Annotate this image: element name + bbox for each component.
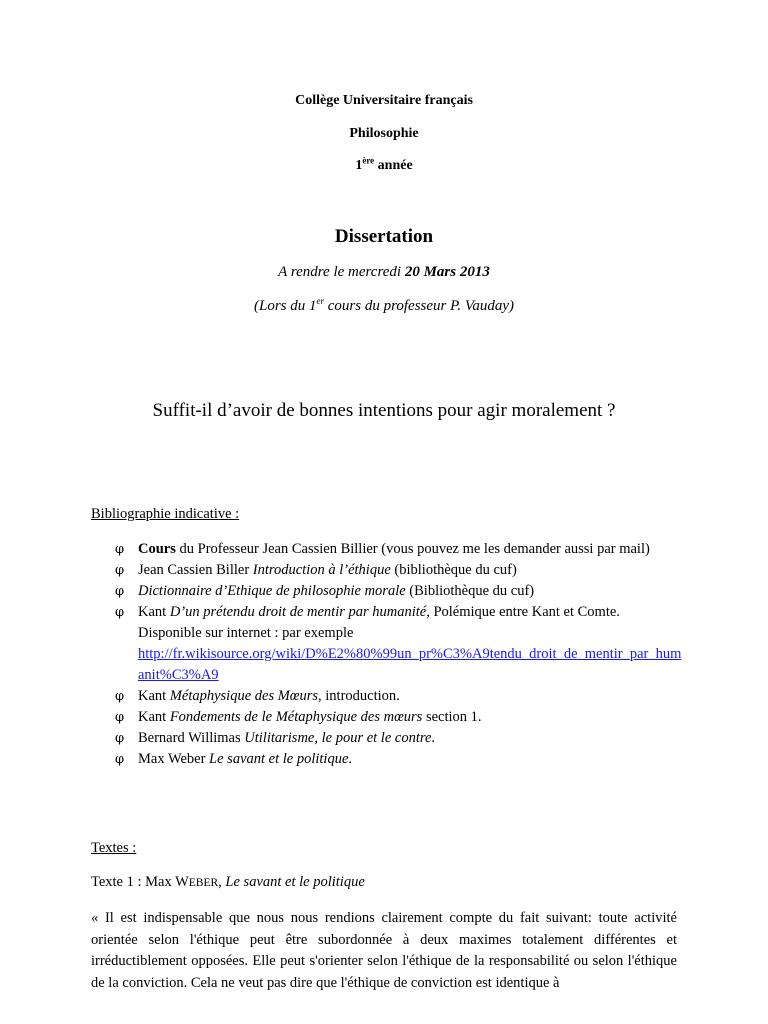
note-superscript: er bbox=[316, 296, 324, 306]
bib-item-dictionnaire bbox=[115, 581, 685, 602]
wikisource-link[interactable]: http://fr.wikisource.org/wiki/D%E2%80%99un_pr%C3%A9tendu_droit_de_mentir_par_humanit%C3%A9 bbox=[138, 646, 682, 683]
text1-title: Le savant et le politique bbox=[225, 874, 365, 890]
bib-item-author: Kant bbox=[138, 709, 170, 725]
year-level bbox=[0, 155, 768, 174]
document-title: Dissertation bbox=[334, 226, 434, 247]
bibliography-list bbox=[115, 539, 685, 770]
bibliography-label: Bibliographie indicative : bbox=[91, 506, 240, 522]
bib-item-author: Kant bbox=[138, 688, 170, 704]
text1-heading bbox=[91, 874, 365, 891]
college-name: Collège Universitaire français bbox=[295, 93, 473, 108]
deadline-date: 20 Mars 2013 bbox=[404, 264, 490, 280]
year-superscript: ère bbox=[362, 155, 375, 166]
year-number: 1 bbox=[355, 158, 363, 173]
bib-item-title: Métaphysique des Mœurs bbox=[169, 688, 319, 704]
text1-prefix: Texte 1 : Max W bbox=[91, 874, 189, 890]
subject: Philosophie bbox=[349, 126, 419, 141]
bib-item-text: (Bibliothèque du cuf) bbox=[405, 583, 535, 599]
bib-item-text: . bbox=[348, 751, 353, 767]
deadline bbox=[0, 264, 768, 281]
bib-item-kant-mentir bbox=[115, 602, 685, 686]
year-word: année bbox=[377, 158, 413, 173]
bib-item-title: Fondements de le Métaphysique des mœurs bbox=[169, 709, 423, 725]
bib-item-title: Dictionnaire d’Ethique de philosophie morale bbox=[138, 583, 406, 599]
texts-label: Textes : bbox=[91, 840, 137, 856]
bib-item-weber bbox=[115, 749, 685, 770]
text1-author-caps: EBER bbox=[188, 877, 219, 889]
bib-item-title: D’un prétendu droit de mentir par humanité bbox=[169, 604, 427, 620]
note-suffix: cours du professeur P. Vauday) bbox=[324, 298, 514, 314]
phi-bullet-icon: φ bbox=[115, 710, 125, 725]
bib-item-kant-metaphysique bbox=[115, 686, 685, 707]
phi-bullet-icon: φ bbox=[115, 752, 125, 767]
bib-item-text: , introduction. bbox=[318, 688, 400, 704]
phi-bullet-icon: φ bbox=[115, 731, 125, 746]
phi-bullet-icon: φ bbox=[115, 542, 125, 557]
bib-item-text: du Professeur Jean Cassien Billier (vous pouvez me les demander aussi par mail) bbox=[175, 541, 650, 557]
bib-item-introduction-ethique bbox=[115, 560, 685, 581]
bib-item-text: (bibliothèque du cuf) bbox=[390, 562, 517, 578]
bib-item-text: , Polémique entre Kant et Comte. Disponible sur internet : par exemple bbox=[138, 604, 620, 641]
text1-separator: , bbox=[218, 874, 226, 890]
phi-bullet-icon: φ bbox=[115, 584, 125, 599]
bib-item-text: section 1. bbox=[422, 709, 482, 725]
bib-item-cours bbox=[115, 539, 685, 560]
bib-item-bold: Cours bbox=[138, 541, 176, 557]
deadline-note bbox=[0, 298, 768, 315]
dissertation-question: Suffit-il d’avoir de bonnes intentions pour agir moralement ? bbox=[152, 400, 616, 421]
bib-item-author: Bernard Willimas bbox=[138, 730, 245, 746]
phi-bullet-icon: φ bbox=[115, 605, 125, 620]
bib-item-kant-fondements bbox=[115, 707, 685, 728]
note-prefix: (Lors du 1 bbox=[253, 298, 317, 314]
weber-quote: « Il est indispensable que nous nous rendions clairement compte du fait suivant: toute activité orientée selon l'éthique peut être subordonnée à deux maximes totalement différentes et irréductiblement opposées. Elle peut s'orienter selon l'éthique de la responsabilité ou selon l'éthique de la conviction. Cela ne veut pas dire que l'éthique de conviction est identique à bbox=[91, 910, 677, 991]
bib-item-title: Utilitarisme, le pour et le contre bbox=[244, 730, 432, 746]
phi-bullet-icon: φ bbox=[115, 689, 125, 704]
bib-item-text: . bbox=[431, 730, 436, 746]
phi-bullet-icon: φ bbox=[115, 563, 125, 578]
deadline-prefix: A rendre le mercredi bbox=[278, 264, 405, 280]
bib-item-title: Le savant et le politique bbox=[209, 751, 349, 767]
bib-item-title: Introduction à l’éthique bbox=[252, 562, 391, 578]
bib-item-williams bbox=[115, 728, 685, 749]
bib-item-author: Jean Cassien Biller bbox=[138, 562, 253, 578]
bib-item-author: Kant bbox=[138, 604, 170, 620]
bib-item-author: Max Weber bbox=[138, 751, 210, 767]
